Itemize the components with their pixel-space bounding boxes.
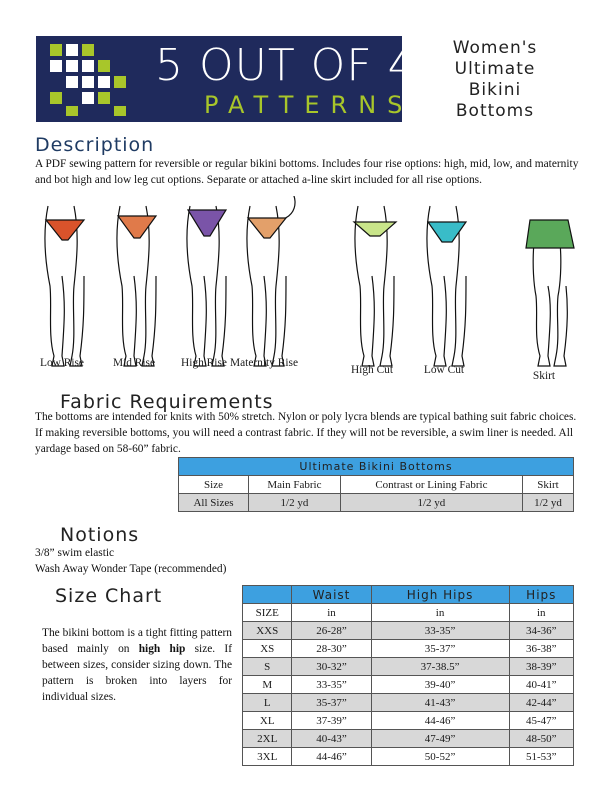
size-cell: SIZE [243,604,292,622]
size-cell: 44-46” [292,748,371,766]
size-cell: 28-30” [292,640,371,658]
size-cell: 42-44” [509,694,573,712]
size-cell: 35-37” [371,640,509,658]
pattern-title-line: Bottoms [455,101,535,121]
fabric-table-caption: Ultimate Bikini Bottoms [179,458,574,476]
size-cell: in [292,604,371,622]
fabric-cell: 1/2 yd [340,494,522,512]
size-cell: 2XL [243,730,292,748]
notions-heading: Notions [60,524,140,546]
size-cell: 50-52” [371,748,509,766]
size-chart-note-text: size. If between sizes, consider sizing down. The pattern is broken into layers for individual sizes. [42,643,232,703]
table-row [243,712,574,730]
logo-wordmark: 5 OUT OF 4 [155,40,417,91]
notions-item: 3/8” swim elastic [35,547,115,559]
size-cell: 37-38.5” [371,658,509,676]
figure-label-high-cut: High Cut [350,364,394,376]
size-cell: 37-39” [292,712,371,730]
size-cell: 35-37” [292,694,371,712]
size-table [242,585,574,766]
size-cell: S [243,658,292,676]
size-cell: 38-39” [509,658,573,676]
size-cell: 3XL [243,748,292,766]
figure-label-low-cut: Low Cut [423,364,465,376]
size-cell: 51-53” [509,748,573,766]
pattern-title-line: Bikini [468,80,522,100]
style-illustrations [20,196,590,386]
size-cell: 45-47” [509,712,573,730]
fabric-cell: 1/2 yd [249,494,341,512]
size-cell: in [371,604,509,622]
size-col-header: High Hips [371,586,509,604]
fabric-col-header: Main Fabric [249,476,341,494]
table-row [243,604,574,622]
size-cell: M [243,676,292,694]
figure-label-maternity-rise: Maternity Rise [229,357,299,369]
size-cell: XL [243,712,292,730]
size-cell: 40-43” [292,730,371,748]
size-cell: 41-43” [371,694,509,712]
size-cell: 33-35” [292,676,371,694]
size-cell: in [509,604,573,622]
size-cell: 40-41” [509,676,573,694]
pattern-title [420,38,570,122]
size-col-header: Waist [292,586,371,604]
figure-label-high-rise: High Rise [181,357,227,369]
size-cell: 36-38” [509,640,573,658]
pattern-title-line: Women's [452,38,538,58]
size-chart-heading: Size Chart [55,585,163,607]
size-chart-note-text: The bikini bottom is a tight fitting pattern based mainly on [42,627,232,655]
table-row [243,694,574,712]
figure-label-mid-rise: Mid Rise [112,357,156,369]
table-row [243,658,574,676]
notions-item: Wash Away Wonder Tape (recommended) [35,563,227,575]
size-cell: 33-35” [371,622,509,640]
table-row [179,494,574,512]
size-chart-note [42,625,232,705]
table-row [243,640,574,658]
brand-logo-banner [36,36,417,122]
size-chart-note-bold: high hip [138,643,186,655]
size-cell: 30-32” [292,658,371,676]
logo-subtitle: PATTERNS [204,91,414,119]
fabric-heading: Fabric Requirements [60,391,274,413]
figure-label-skirt: Skirt [532,370,556,382]
size-cell: 47-49” [371,730,509,748]
fabric-table [178,457,574,512]
figure-label-low-rise: Low Rise [40,357,84,369]
description-heading: Description [35,134,155,156]
size-cell: L [243,694,292,712]
size-col-header [243,586,292,604]
pattern-title-line: Ultimate [454,59,536,79]
size-cell: 39-40” [371,676,509,694]
table-row [243,730,574,748]
fabric-col-header: Contrast or Lining Fabric [340,476,522,494]
table-row [243,622,574,640]
fabric-text: The bottoms are intended for knits with 50% stretch. Nylon or poly lycra blends are typical bathing suit fabric choices. If making reversible bottoms, you will need a contrast fabric. If they will not be reversible, a swim liner is needed. All yardage based on 58-60” fabric. [35,411,577,455]
size-cell: 44-46” [371,712,509,730]
size-cell: 26-28” [292,622,371,640]
fabric-col-header: Size [179,476,249,494]
fabric-col-header: Skirt [522,476,573,494]
size-cell: 34-36” [509,622,573,640]
fabric-cell: All Sizes [179,494,249,512]
table-row [243,676,574,694]
size-col-header: Hips [509,586,573,604]
size-cell: 48-50” [509,730,573,748]
fabric-cell: 1/2 yd [522,494,573,512]
table-row [243,748,574,766]
description-text: A PDF sewing pattern for reversible or regular bikini bottoms. Includes four rise options: high, mid, low, and maternity and bot high and low leg cut options. Separate or attached a-line skirt included for all rise options. [35,158,579,186]
size-cell: XS [243,640,292,658]
size-cell: XXS [243,622,292,640]
